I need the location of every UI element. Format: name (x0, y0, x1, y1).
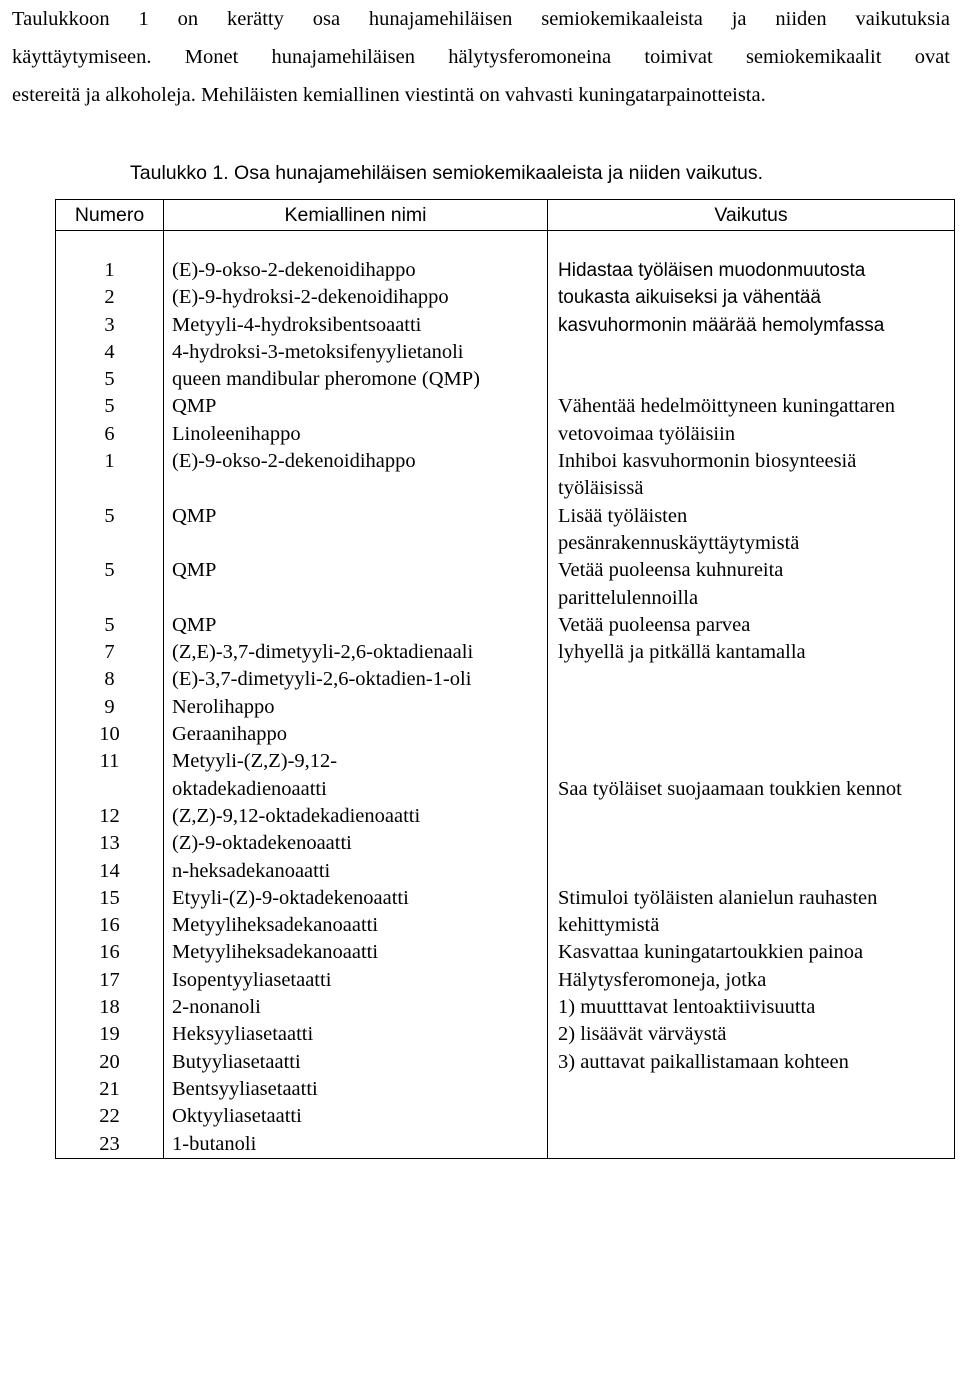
chemical-name-line: Metyyliheksadekanoaatti (172, 941, 379, 964)
number-cell (56, 885, 164, 940)
effect-line: vetovoimaa työläisiin (558, 422, 736, 445)
chemical-name-line: (Z,E)-3,7-dimetyyli-2,6-oktadienaali (172, 641, 474, 664)
chemical-name-line: (Z,Z)-9,12-oktadekadienoaatti (172, 804, 421, 827)
table-row (56, 231, 955, 394)
table-row (56, 939, 955, 966)
effect-line (558, 666, 954, 693)
header-chemical-name: Kemiallinen nimi (164, 200, 548, 231)
effect-line: pesänrakennuskäyttäytymistä (558, 531, 800, 554)
table-row (56, 885, 955, 940)
effect-line (558, 694, 954, 721)
number-line: 5 (104, 613, 115, 636)
number-line: 5 (104, 368, 115, 391)
chemical-name-line: Nerolihappo (172, 695, 275, 718)
effect-line: 3) auttavat paikallistamaan kohteen (558, 1050, 849, 1073)
chemical-name-line: Linoleenihappo (172, 422, 301, 445)
number-cell (56, 231, 164, 394)
effect-cell (548, 612, 955, 885)
chemical-name-line: Heksyyliasetaatti (172, 1023, 314, 1046)
number-line: 13 (99, 832, 120, 855)
effect-line: parittelulennoilla (558, 586, 699, 609)
effect-line (558, 721, 954, 748)
number-line: 12 (99, 804, 120, 827)
table-row (56, 967, 955, 1159)
number-line: 23 (99, 1132, 120, 1155)
chemical-name-line: (E)-3,7-dimetyyli-2,6-oktadien-1-oli (172, 668, 472, 691)
number-line: 20 (99, 1050, 120, 1073)
number-line: 18 (99, 996, 120, 1019)
chemical-name-line: QMP (172, 613, 217, 636)
number-cell (56, 612, 164, 885)
number-line: 1 (104, 259, 115, 281)
chemical-name-line: (Z)-9-oktadekenoaatti (172, 832, 352, 855)
chemical-name-line: Etyyli-(Z)-9-oktadekenoaatti (172, 886, 409, 909)
number-line: 21 (99, 1077, 120, 1100)
number-line: 3 (104, 313, 115, 336)
effect-line: Vetää puoleensa parvea (558, 613, 751, 636)
number-line: 5 (104, 559, 115, 582)
chemical-name-cell (164, 448, 548, 503)
number-line: 6 (104, 422, 115, 445)
effect-cell (548, 231, 955, 394)
number-line: 8 (104, 668, 115, 691)
effect-line: työläisissä (558, 477, 644, 500)
table-header-row (56, 200, 955, 231)
effect-line: Vähentää hedelmöittyneen kuningattaren (558, 395, 895, 418)
chemical-name-line: 1-butanoli (172, 1132, 257, 1155)
number-line: 22 (99, 1105, 120, 1128)
number-cell (56, 503, 164, 558)
number-line: 16 (99, 914, 120, 937)
number-cell (56, 557, 164, 612)
chemical-name-line: (E)-9-okso-2-dekenoidihappo (172, 259, 416, 281)
effect-line: 1) muutttavat lentoaktiivisuutta (558, 996, 816, 1019)
effect-cell (548, 448, 955, 503)
effect-cell (548, 503, 955, 558)
chemical-name-cell (164, 885, 548, 940)
number-line: 11 (99, 750, 120, 773)
intro-line: Taulukkoon 1 on kerätty osa hunajamehiläisen semiokemikaaleista ja niiden vaikutuksia (12, 8, 950, 30)
number-line: 9 (104, 695, 115, 718)
intro-line: käyttäytymiseen. Monet hunajamehiläisen hälytysferomoneina toimivat semiokemikaalit ovat (12, 46, 950, 68)
chemical-name-line: Geraanihappo (172, 723, 287, 746)
number-line: 1 (104, 450, 115, 473)
effect-cell (548, 557, 955, 612)
effect-cell (548, 939, 955, 966)
chemical-name-cell (164, 967, 548, 1159)
number-line: 7 (104, 641, 115, 664)
header-effect: Vaikutus (548, 200, 955, 231)
chemical-name-line: QMP (172, 504, 217, 527)
number-cell (56, 448, 164, 503)
number-cell (56, 393, 164, 448)
chemical-name-cell (164, 393, 548, 448)
number-line: 16 (99, 941, 120, 964)
effect-line (558, 748, 954, 775)
chemical-name-line: n-heksadekanoaatti (172, 859, 331, 882)
effect-line: Vetää puoleensa kuhnureita (558, 559, 784, 582)
chemical-name-cell (164, 557, 548, 612)
table-body (56, 231, 955, 1159)
effect-line: Hälytysferomoneja, jotka (558, 968, 767, 991)
effect-line: Stimuloi työläisten alanielun rauhasten (558, 886, 878, 909)
chemical-name-line: 2-nonanoli (172, 996, 261, 1019)
chemical-name-line: (E)-9-hydroksi-2-dekenoidihappo (172, 286, 449, 309)
effect-line: toukasta aikuiseksi ja vähentää (558, 287, 821, 309)
table-caption: Taulukko 1. Osa hunajamehiläisen semiokemikaaleista ja niiden vaikutus. (130, 162, 764, 184)
chemical-name-line: queen mandibular pheromone (QMP) (172, 368, 480, 391)
chemical-name-line: Oktyyliasetaatti (172, 1105, 302, 1128)
number-line: 17 (99, 968, 120, 991)
table-row (56, 448, 955, 503)
header-number: Numero (56, 200, 164, 231)
number-line: 10 (99, 723, 120, 746)
chemical-name-line: Bentsyyliasetaatti (172, 1077, 318, 1100)
effect-line: Inhiboi kasvuhormonin biosynteesiä (558, 450, 857, 473)
chemical-name-cell (164, 612, 548, 885)
effect-line: Kasvattaa kuningatartoukkien painoa (558, 941, 864, 964)
chemical-name-line: QMP (172, 395, 217, 418)
chemical-name-line: Butyyliasetaatti (172, 1050, 301, 1073)
chemical-name-cell (164, 503, 548, 558)
number-line (56, 776, 163, 803)
table-row (56, 393, 955, 448)
number-line: 2 (104, 286, 115, 309)
number-line: 5 (104, 504, 115, 527)
chemical-name-line: oktadekadienoaatti (172, 777, 327, 800)
table-row (56, 612, 955, 885)
chemical-name-line: QMP (172, 559, 217, 582)
effect-cell (548, 967, 955, 1159)
effect-line: lyhyellä ja pitkällä kantamalla (558, 641, 806, 664)
number-line: 4 (104, 340, 115, 363)
chemical-name-line: Metyyli-4-hydroksibentsoaatti (172, 313, 422, 336)
effect-cell (548, 885, 955, 940)
number-line: 5 (104, 395, 115, 418)
number-cell (56, 939, 164, 966)
chemical-name-line: Metyyliheksadekanoaatti (172, 914, 379, 937)
effect-line: Lisää työläisten (558, 504, 688, 527)
chemical-name-line: Isopentyyliasetaatti (172, 968, 332, 991)
table-row (56, 503, 955, 558)
chemical-name-line: (E)-9-okso-2-dekenoidihappo (172, 450, 416, 473)
effect-line: 2) lisäävät värväystä (558, 1023, 727, 1046)
chemical-name-cell (164, 231, 548, 394)
effect-line: Hidastaa työläisen muodonmuutosta (558, 260, 866, 281)
chemical-name-line: 4-hydroksi-3-metoksifenyylietanoli (172, 340, 464, 363)
number-cell (56, 967, 164, 1159)
semiochemicals-table (55, 199, 955, 1159)
chemical-name-line: Metyyli-(Z,Z)-9,12- (172, 750, 338, 773)
number-line: 14 (99, 859, 120, 882)
intro-paragraph (12, 0, 950, 114)
effect-line: kehittymistä (558, 914, 660, 937)
effect-cell (548, 393, 955, 448)
number-line: 19 (99, 1023, 120, 1046)
effect-line: Saa työläiset suojaamaan toukkien kennot (558, 777, 902, 800)
table-row (56, 557, 955, 612)
intro-line: estereitä ja alkoholeja. Mehiläisten kemiallinen viestintä on vahvasti kuningatarpainotteista. (12, 84, 766, 106)
effect-line: kasvuhormonin määrää hemolymfassa (558, 314, 885, 336)
chemical-name-cell (164, 939, 548, 966)
number-line: 15 (99, 886, 120, 909)
